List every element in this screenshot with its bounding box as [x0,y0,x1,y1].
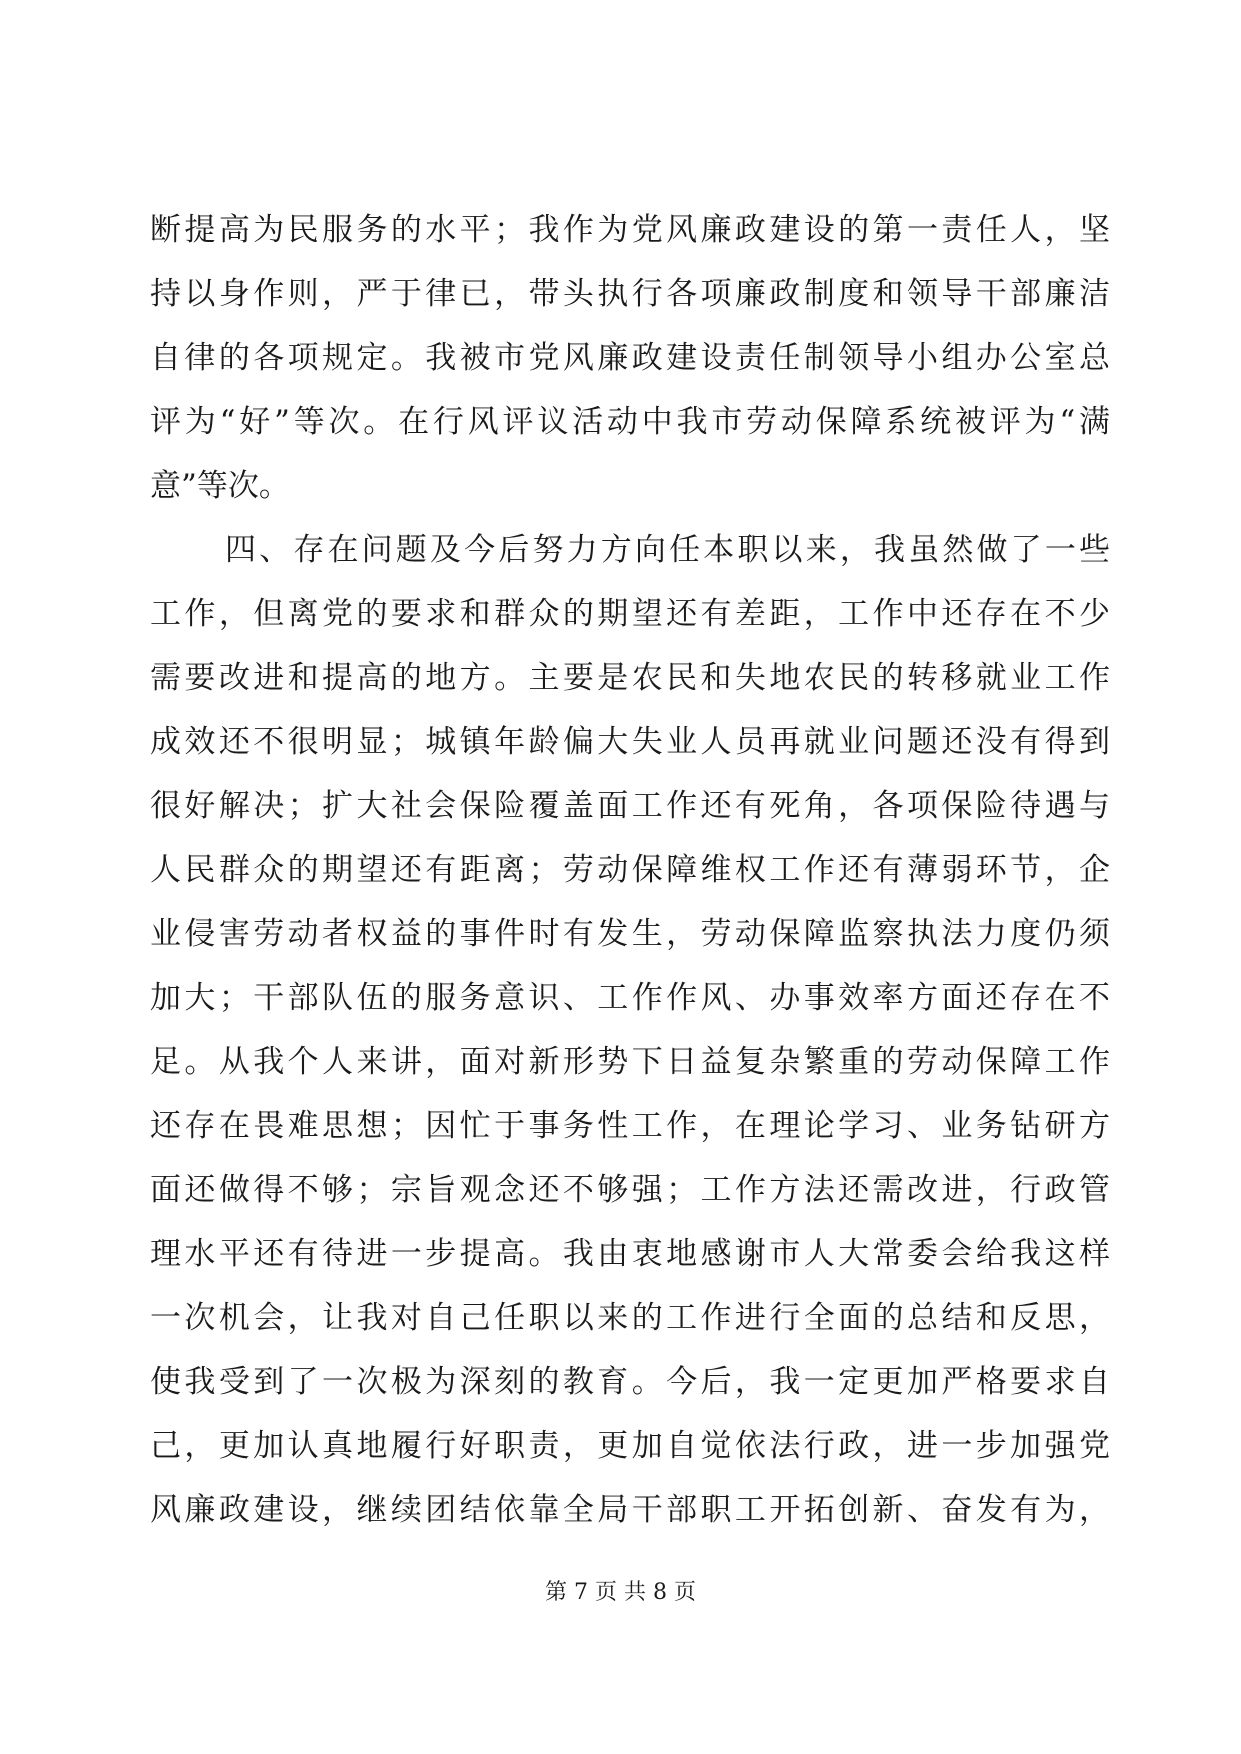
text-line: 面还做得不够；宗旨观念还不够强；工作方法还需改进，行政管 [150,1172,1110,1208]
text-line: 成效还不很明显；城镇年龄偏大失业人员再就业问题还没有得到 [150,724,1110,760]
text-line: 使我受到了一次极为深刻的教育。今后，我一定更加严格要求自 [150,1364,1110,1400]
text-line: 评为“好”等次。在行风评议活动中我市劳动保障系统被评为“满 [150,404,1110,440]
text-line: 加大；干部队伍的服务意识、工作作风、办事效率方面还存在不 [150,980,1110,1016]
text-line: 理水平还有待进一步提高。我由衷地感谢市人大常委会给我这样 [150,1236,1110,1272]
page-number-footer: 第 7 页 共 8 页 [545,1580,696,1605]
text-line: 自律的各项规定。我被市党风廉政建设责任制领导小组办公室总 [150,340,1110,376]
section-heading-line: 四、存在问题及今后努力方向任本职以来，我虽然做了一些 [225,532,1110,568]
text-line: 人民群众的期望还有距离；劳动保障维权工作还有薄弱环节，企 [150,852,1110,888]
text-line: 一次机会，让我对自己任职以来的工作进行全面的总结和反思， [150,1300,1110,1336]
text-line: 断提高为民服务的水平；我作为党风廉政建设的第一责任人，坚 [150,212,1110,248]
text-line: 还存在畏难思想；因忙于事务性工作，在理论学习、业务钻研方 [150,1108,1110,1144]
text-line: 很好解决；扩大社会保险覆盖面工作还有死角，各项保险待遇与 [150,788,1110,824]
text-line: 己，更加认真地履行好职责，更加自觉依法行政，进一步加强党 [150,1428,1110,1464]
text-line: 风廉政建设，继续团结依靠全局干部职工开拓创新、奋发有为， [150,1492,1110,1528]
text-line: 需要改进和提高的地方。主要是农民和失地农民的转移就业工作 [150,660,1110,696]
text-line: 持以身作则，严于律已，带头执行各项廉政制度和领导干部廉洁 [150,276,1110,312]
text-line: 意”等次。 [150,468,290,504]
text-line: 足。从我个人来讲，面对新形势下日益复杂繁重的劳动保障工作 [150,1044,1110,1080]
text-line: 工作，但离党的要求和群众的期望还有差距，工作中还存在不少 [150,596,1110,632]
text-line: 业侵害劳动者权益的事件时有发生，劳动保障监察执法力度仍须 [150,916,1110,952]
